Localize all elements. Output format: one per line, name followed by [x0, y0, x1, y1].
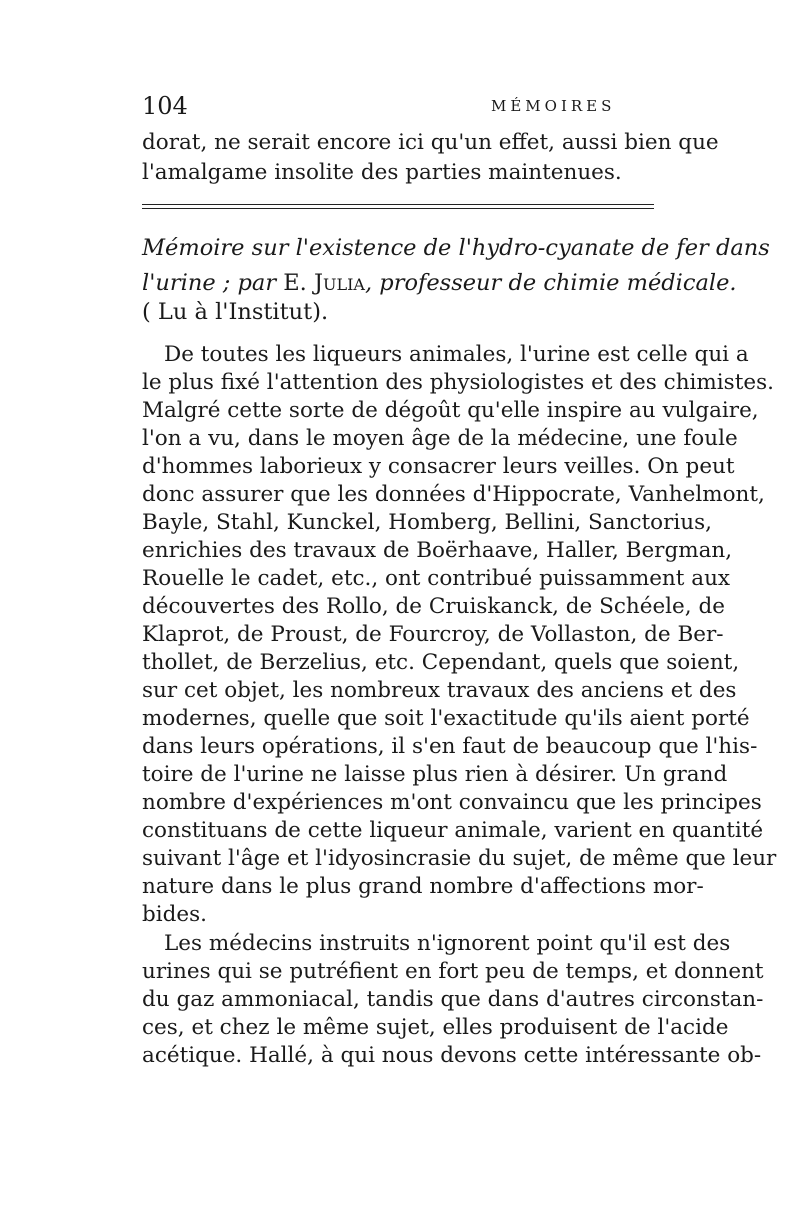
- body-line: De toutes les liqueurs animales, l'urine est celle qui a: [164, 342, 749, 367]
- body-line: du gaz ammoniacal, tandis que dans d'autres circonstan-: [142, 987, 764, 1012]
- section-divider-top: [142, 204, 654, 205]
- body-line: Rouelle le cadet, etc., ont contribué puissamment aux: [142, 566, 731, 591]
- reading-note: ( Lu à l'Institut).: [142, 299, 329, 325]
- author-initial: E.: [283, 270, 314, 296]
- body-line: nature dans le plus grand nombre d'affections mor-: [142, 874, 704, 899]
- body-line: dans leurs opérations, il s'en faut de beaucoup que l'his-: [142, 734, 758, 759]
- page-header: [142, 92, 658, 120]
- body-line: bides.: [142, 902, 207, 927]
- body-line: Klaprot, de Proust, de Fourcroy, de Vollaston, de Ber-: [142, 622, 724, 647]
- title-prefix: l'urine ; par: [142, 270, 284, 296]
- author-name: Julia: [313, 270, 365, 296]
- body-line: thollet, de Berzelius, etc. Cependant, quels que soient,: [142, 650, 740, 675]
- body-line: nombre d'expériences m'ont convaincu que les principes: [142, 790, 762, 815]
- continuation-line: dorat, ne serait encore ici qu'un effet, aussi bien que: [142, 130, 719, 155]
- body-line: modernes, quelle que soit l'exactitude qu'ils aient porté: [142, 706, 750, 731]
- continuation-line: l'amalgame insolite des parties maintenues.: [142, 160, 622, 185]
- body-line: Malgré cette sorte de dégoût qu'elle inspire au vulgaire,: [142, 398, 759, 423]
- body-line: acétique. Hallé, à qui nous devons cette intéressante ob-: [142, 1043, 762, 1068]
- body-line: urines qui se putréfient en fort peu de temps, et donnent: [142, 959, 764, 984]
- author-title: , professeur de chimie médicale.: [365, 270, 737, 296]
- body-line: Bayle, Stahl, Kunckel, Homberg, Bellini, Sanctorius,: [142, 510, 712, 535]
- article-title-line: Mémoire sur l'existence de l'hydro-cyanate de fer dans: [142, 235, 770, 261]
- body-line: découvertes des Rollo, de Cruiskanck, de Schéele, de: [142, 594, 725, 619]
- body-line: ces, et chez le même sujet, elles produisent de l'acide: [142, 1015, 729, 1040]
- body-line: enrichies des travaux de Boërhaave, Haller, Bergman,: [142, 538, 733, 563]
- body-line: donc assurer que les données d'Hippocrate, Vanhelmont,: [142, 482, 765, 507]
- body-line: l'on a vu, dans le moyen âge de la médecine, une foule: [142, 426, 738, 451]
- body-line: le plus fixé l'attention des physiologistes et des chimistes.: [142, 370, 774, 395]
- section-divider-bottom: [142, 208, 654, 209]
- body-line: suivant l'âge et l'idyosincrasie du sujet, de même que leur: [142, 846, 777, 871]
- page-number: 104: [142, 92, 188, 120]
- article-title-byline: [142, 268, 737, 298]
- body-line: constituans de cette liqueur animale, varient en quantité: [142, 818, 764, 843]
- running-head: MÉMOIRES: [491, 97, 616, 115]
- body-line: d'hommes laborieux y consacrer leurs veilles. On peut: [142, 454, 735, 479]
- body-line: sur cet objet, les nombreux travaux des anciens et des: [142, 678, 737, 703]
- body-line: Les médecins instruits n'ignorent point qu'il est des: [164, 931, 731, 956]
- body-line: toire de l'urine ne laisse plus rien à désirer. Un grand: [142, 762, 728, 787]
